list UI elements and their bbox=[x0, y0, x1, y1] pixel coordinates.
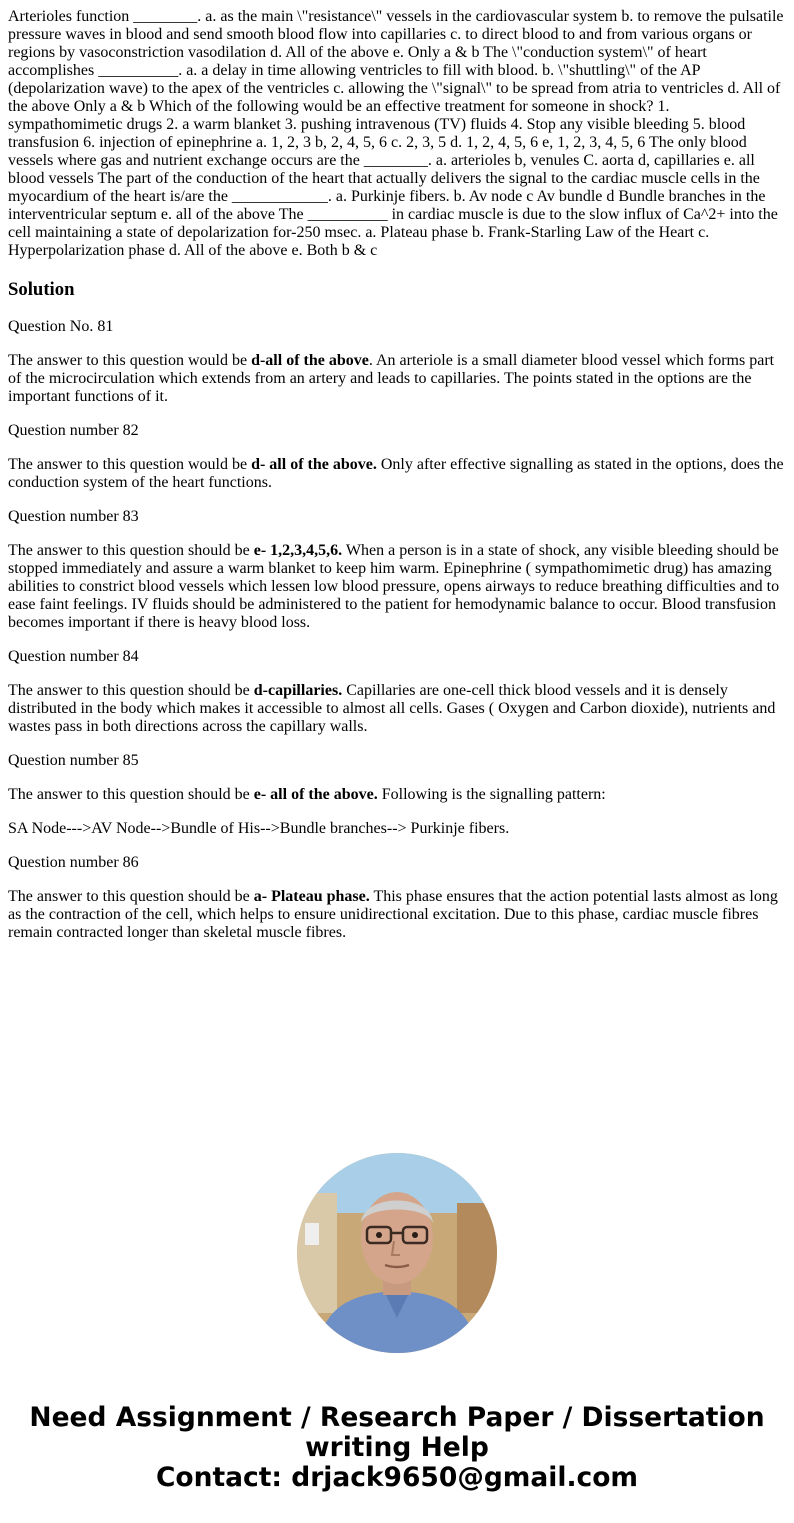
answer-85-choice: e- all of the above. bbox=[253, 786, 378, 803]
answer-85-text: The answer to this question should be e- all of the above. Following is the signalling pattern: bbox=[8, 786, 606, 803]
answer-82-choice: d- all of the above. bbox=[251, 456, 377, 473]
answer-86-text: The answer to this question should be a- Plateau phase. This phase ensures that the action potential lasts almost as long as the contraction of the cell, which helps to ensure unidirectional excitation. Due to this phase, cardiac muscle fibres remain contracted longer than skeletal muscle fibres. bbox=[8, 888, 778, 941]
answer-84-label: Question number 84 bbox=[8, 648, 139, 665]
solution-heading: Solution bbox=[8, 279, 75, 300]
author-avatar bbox=[297, 1153, 497, 1353]
answer-81-text: The answer to this question would be d-all of the above. An arteriole is a small diameter blood vessel which forms part of the microcirculation which extends from an artery and leads to capillaries. The points stated in the options are the important functions of it. bbox=[8, 352, 775, 405]
footer-headline: Need Assignment / Research Paper / Dissertation writing Help bbox=[29, 1402, 765, 1463]
answer-83-choice: e- 1,2,3,4,5,6. bbox=[253, 542, 343, 559]
footer-contact: Contact: drjack9650@gmail.com bbox=[155, 1462, 639, 1493]
author-portrait-illustration bbox=[297, 1153, 497, 1353]
answer-83-label: Question number 83 bbox=[8, 508, 139, 525]
answer-86-choice: a- Plateau phase. bbox=[253, 888, 370, 905]
footer-banner bbox=[0, 1403, 794, 1493]
question-text: Arterioles function ________. a. as the main \"resistance\" vessels in the cardiovascular system b. to remove the pulsatile pressure waves in blood and send smooth blood flow into capillaries c. to direct blood to and from various organs or regions by vasoconstriction vasodilation d. All of the above e. Only a & b The \"conduction system\" of heart accomplishes __________. a. a delay in time allowing ventricles to fill with blood. b. \"shuttling\" of the AP (depolarization wave) to the apex of the ventricles c. allowing the \"signal\" to be spread from atria to ventricles d. All of the above Only a & b Which of the following would be an effective treatment for someone in shock? 1. sympathomimetic drugs 2. a warm blanket 3. pushing intravenous (TV) fluids 4. Stop any visible bleeding 5. blood transfusion 6. injection of epinephrine a. 1, 2, 3 b, 2, 4, 5, 6 c. 2, 3, 5 d. 1, 2, 4, 5, 6 e, 1, 2, 3, 4, 5, 6 The only blood vessels where gas and nutrient exchange occurs are the ________. a. arterioles b, venules C. aorta d, capillaries e. all blood vessels The part of the conduction of the heart that actually delivers the signal to the cardiac muscle cells in the myocardium of the heart is/are the ____________. a. Purkinje fibers. b. Av node c Av bundle d Bundle branches in the interventricular septum e. all of the above The __________ in cardiac muscle is due to the slow influx of Ca^2+ into the cell maintaining a state of depolarization for-250 msec. a. Plateau phase b. Frank-Starling Law of the Heart c. Hyperpolarization phase d. All of the above e. Both b & c bbox=[8, 8, 784, 259]
answer-82-label: Question number 82 bbox=[8, 422, 139, 439]
answer-81-choice: d-all of the above bbox=[251, 352, 369, 369]
document-body bbox=[8, 8, 786, 942]
signalling-pattern: SA Node--->AV Node-->Bundle of His-->Bundle branches--> Purkinje fibers. bbox=[8, 820, 510, 837]
answer-84-text: The answer to this question should be d-capillaries. Capillaries are one-cell thick blood vessels and it is densely distributed in the body which makes it accessible to almost all cells. Gases ( Oxygen and Carbon dioxide), nutrients and wastes pass in both directions across the capillary walls. bbox=[8, 682, 776, 735]
answer-85-label: Question number 85 bbox=[8, 752, 139, 769]
answer-81-label: Question No. 81 bbox=[8, 318, 114, 335]
answer-84-choice: d-capillaries. bbox=[253, 682, 343, 699]
answer-83-text: The answer to this question should be e- 1,2,3,4,5,6. When a person is in a state of shock, any visible bleeding should be stopped immediately and assure a warm blanket to keep him warm. Epinephrine ( sympathomimetic drug) has amazing abilities to constrict blood vessels which lessen low blood pressure, opens airways to reduce breathing difficulties and to ease faint feelings. IV fluids should be administered to the patient for hemodynamic balance to occur. Blood transfusion becomes important if there is heavy blood loss. bbox=[8, 542, 780, 631]
answer-82-text: The answer to this question would be d- all of the above. Only after effective signalling as stated in the options, does the conduction system of the heart functions. bbox=[8, 456, 784, 491]
answer-86-label: Question number 86 bbox=[8, 854, 139, 871]
